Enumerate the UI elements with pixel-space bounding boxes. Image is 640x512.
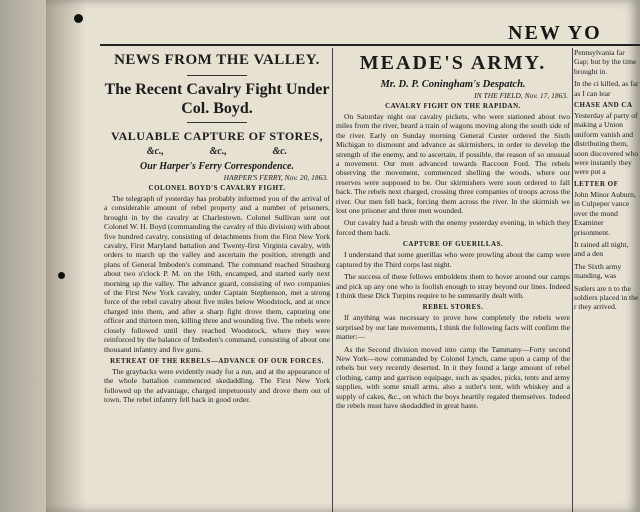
article-paragraph: The telegraph of yesterday has probably informed you of the arrival of a considerable amount of rebel property and a number of prisoners, brought in by the cavalry at Charlestown. Colonel Sullivan sent out Colonel W. H. Boyd (commanding the cavalry of this division) with about five hundred cavalry, consisting of detachments from the First New York cavalry, First Maryland battalion and Twenty-first Virginia cavalry, with orders to march up the valley and ascertain the position, strength and plans of General Imboden's command. The command reached Strasburg about two o'clock P. M. on the 16th, encamped, and started early next morning up the valley. The advance guard, consisting of two companies of the First New York cavalry, under Captain Stephenson, met a strong force of the rebel cavalry about five miles below Woodstock, and at once charged into them, and after a sharp fight drove them, capturing one officer and thirteen men, killing three and wounding five. The rebels were closely followed until they reached Woodstock, where they were reinforced by the balance of Imboden's command, consisting of about one thousand infantry and five guns. [104,194,330,354]
article-paragraph: The graybacks were evidently ready for a run, and at the appearance of the whole battalion commenced skedaddling. The First New York followed up the advantage, charged impetuously and drove them out of town. The rebel infantry fell back in good order. [104,366,330,405]
article-paragraph: Yesterday af party of making a Union uniform vanish and distributing them, soon discovered who were instantly they were put a [574,111,639,177]
article-paragraph: As the Second division moved into camp the Tammany—Forty second New York—now commanded by Colonel Lynch, came upon a camp of the rebels but very recently deserted. In it they found a large amount of rebel clothing, camp and garrison equipage, such as spades, picks, tents and army supplies, with some small arms, also a sutler's tent, with whiskey and a supply of cakes, &c., on which the boys heartily regaled themselves. Indeed the rebels must have skedaddled in great haste. [336,344,570,410]
etc-line [124,146,310,157]
correspondence-heading: Our Harper's Ferry Correspondence. [140,161,294,172]
section-heading: CAVALRY FIGHT ON THE RAPIDAN. [385,102,521,110]
subheadline: Mr. D. P. Coningham's Despatch. [380,79,526,90]
article-paragraph: If anything was necessary to prove how completely the rebels were surprised by our late movements, I think the following facts will confirm the matter:— [336,313,570,342]
article-paragraph: The Sixth army manding, was [574,261,622,281]
column-valley-news [104,48,330,512]
article-paragraph: Our cavalry had a brush with the enemy yesterday evening, in which they forced them back. [336,218,570,237]
section-heading: RETREAT OF THE REBELS—ADVANCE OF OUR FORCES. [110,356,324,365]
column-divider [332,48,333,512]
deck-headline: VALUABLE CAPTURE OF STORES, [111,129,323,143]
section-heading: CAPTURE OF GUERILLAS. [402,240,504,249]
section-heading: CHASE AND CA [574,101,633,110]
article-paragraph: On Saturday night our cavalry pickets, who were stationed about two miles from the river, heard a train of wagons moving along the south side of the river. Early on Sunday morning General Custer ordered the Sixth Michigan to dismount and advance as skirmishers, in order to develop the strength of the enemy, and to ascertain, if possible, the reason of so unusual a movement. Our men advanced towards Raccoon Ford. The rebels observing the movement, commenced shelling the woods, where our reserves were supposed to be. Our skirmishers were soon ordered to fall back. The rebels next charged, crossing three companies of troops across the river. Our men fell back, forcing them across the river. In the skirmish we lost one prisoner and three men wounded. [336,112,570,216]
etc-item: &c., [146,146,165,157]
article-paragraph: In the ci killed, as far as I can lear [574,79,639,98]
etc-item: &c., [209,146,227,157]
binding-edge [0,0,46,512]
section-heading: REBEL STORES. [422,303,484,312]
column-partial-right [574,48,640,512]
article-paragraph: Sutlers are n to the soldiers placed in the r they arrived. [574,283,639,312]
column-divider [572,48,573,512]
article-paragraph: The success of these fellows emboldens them to hover around our camps and pick up any one who is foolish enough to stray beyond our lines. Indeed I think these Dick Turpins require to be summarily dealt with. [336,272,570,300]
article-paragraph: I understand that some guerillas who were prowling about the camp were captured by the Third corps last night. [336,250,570,269]
article-paragraph: Pennsylvania far Gap; but by the time brought in. [574,48,637,76]
dateline: HARPER'S FERRY, Nov. 20, 1863. [223,173,328,182]
newspaper-masthead: NEW YO [508,22,602,44]
ink-spot [74,14,83,23]
column-meades-army [336,48,570,512]
article-paragraph: John Minor Auburn, in Culpeper vance over the mond Examiner prisonment. [574,189,636,237]
subheadline: The Recent Cavalry Fight Under Col. Boyd. [104,81,330,117]
section-heading: LETTER OF [574,179,619,188]
etc-item: &c. [272,146,288,157]
separator [187,122,247,123]
article-paragraph: It rained all night, and a den [574,239,629,259]
section-heading: COLONEL BOYD'S CAVALRY FIGHT. [148,184,286,192]
ink-spot [58,272,65,279]
headline: NEWS FROM THE VALLEY. [114,52,320,68]
dateline: IN THE FIELD, Nov. 17, 1863. [474,91,568,100]
headline: MEADE'S ARMY. [359,52,547,74]
top-rule [100,44,640,46]
separator [187,75,247,76]
